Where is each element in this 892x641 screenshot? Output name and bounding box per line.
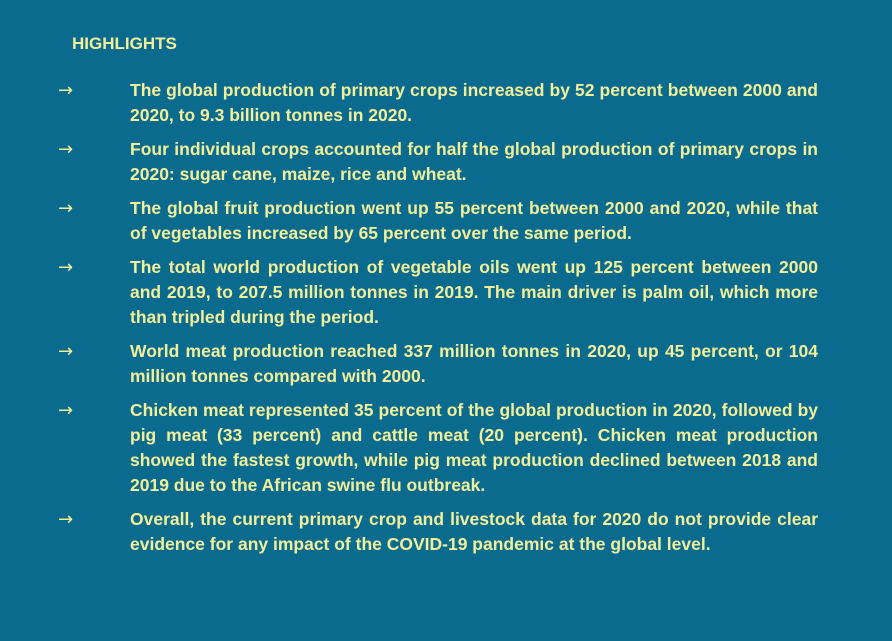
page-title: HIGHLIGHTS bbox=[72, 34, 177, 53]
highlight-text: Overall, the current primary crop and livestock data for 2020 do not provide clear evidence for any impact of the COVID-19 pandemic at the global level. bbox=[130, 509, 818, 554]
highlight-item bbox=[58, 398, 818, 498]
right-arrow-icon: → bbox=[58, 80, 74, 101]
highlight-text: The global fruit production went up 55 percent between 2000 and 2020, while that of vegetables increased by 65 percent over the same period. bbox=[130, 198, 818, 243]
highlight-item bbox=[58, 255, 818, 330]
highlight-item bbox=[58, 339, 818, 389]
right-arrow-icon: → bbox=[58, 257, 74, 278]
right-arrow-icon: → bbox=[58, 139, 74, 160]
highlight-item bbox=[58, 196, 818, 246]
highlight-text: The total world production of vegetable oils went up 125 percent between 2000 and 2019, to 207.5 million tonnes in 2019. The main driver is palm oil, which more than tripled during the period. bbox=[130, 257, 818, 327]
right-arrow-icon: → bbox=[58, 400, 74, 421]
highlights-list bbox=[58, 78, 818, 566]
highlight-text: World meat production reached 337 million tonnes in 2020, up 45 percent, or 104 million tonnes compared with 2000. bbox=[130, 341, 818, 386]
highlight-text: The global production of primary crops increased by 52 percent between 2000 and 2020, to 9.3 billion tonnes in 2020. bbox=[130, 80, 818, 125]
right-arrow-icon: → bbox=[58, 509, 74, 530]
highlight-text: Four individual crops accounted for half the global production of primary crops in 2020: sugar cane, maize, rice and wheat. bbox=[130, 139, 818, 184]
highlight-item bbox=[58, 78, 818, 128]
right-arrow-icon: → bbox=[58, 198, 74, 219]
highlight-item bbox=[58, 137, 818, 187]
highlight-text: Chicken meat represented 35 percent of the global production in 2020, followed by pig meat (33 percent) and cattle meat (20 percent). Chicken meat production showed the fastest growth, while pig meat production declined between 2018 and 2019 due to the African swine flu outbreak. bbox=[130, 400, 818, 495]
highlight-item bbox=[58, 507, 818, 557]
right-arrow-icon: → bbox=[58, 341, 74, 362]
